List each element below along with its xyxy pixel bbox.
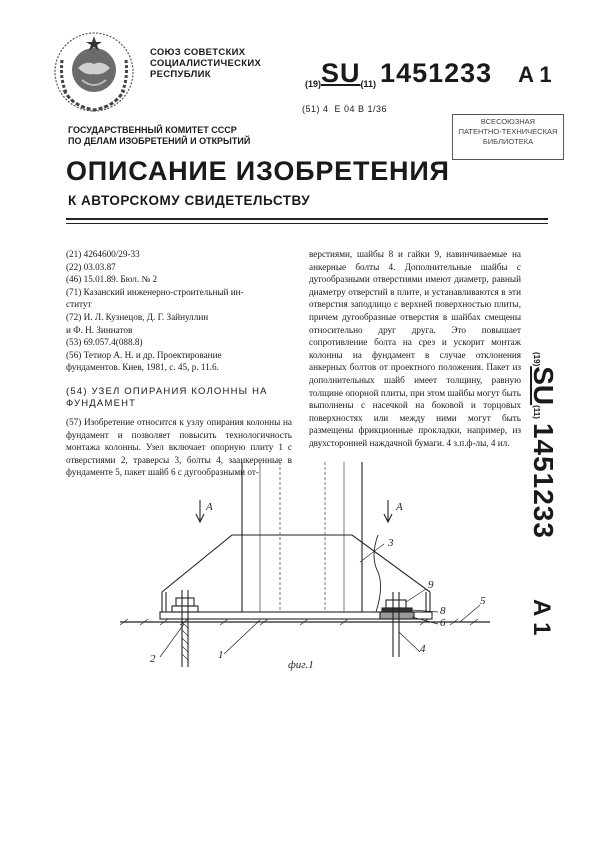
- biblio-field: (53) 69.057.4(088.8): [66, 337, 143, 348]
- org-line: РЕСПУБЛИК: [150, 69, 211, 80]
- document-title: ОПИСАНИЕ ИЗОБРЕТЕНИЯ: [66, 156, 450, 186]
- kind-code: A 1: [518, 62, 552, 87]
- biblio-field: (22) 03.03.87: [66, 261, 116, 272]
- left-column: [66, 248, 292, 479]
- section-mark-right: A: [396, 501, 403, 513]
- committee-line: ПО ДЕЛАМ ИЗОБРЕТЕНИЙ И ОТКРЫТИЙ: [68, 136, 251, 146]
- patent-number: 1451233: [380, 58, 493, 88]
- abstract-right: верстиями, шайбы 8 и гайки 9, навинчиваемые на анкерные болты 4. Дополнительные шайбы с дугообразными отверстиями имеют диаметр, равный диаметру отверстий в плите, и устанавливаются в эти отверстия заподлицо с верхней поверхностью плиты, причем дугообразные отверстия в шайбах смещены относительно друг друга. Это повышает сопротивление болта на срез и ускорит монтаж колонны на фундамент в случае отклонения анкерных болтов от проектного положения. Пакет из дополнительных шайб имеет толщину, равную толщине опорной плиты, при этом шайбы могут быть выполнены с насечкой на боковой и торцовых поверхностях или между ними могут быть размещены фрикционные прокладки, например, из двухсторонней наждачной бумаги. 4 з.п.ф-лы, 4 ил.: [309, 249, 521, 448]
- part-label-4: 4: [420, 643, 426, 655]
- country-code: SU: [321, 58, 361, 88]
- inid-11: (11): [360, 79, 377, 89]
- section-mark-left: A: [206, 501, 213, 513]
- ipc-class: E 04 B 1/36: [334, 104, 388, 114]
- divider: [66, 218, 548, 220]
- part-label-3: 3: [388, 537, 394, 549]
- biblio-field: (72) И. Л. Кузнецов, Д. Г. Зайнуллин: [66, 311, 209, 322]
- biblio-field: (46) 15.01.89. Бюл. № 2: [66, 274, 158, 285]
- part-label-6: 6: [440, 617, 446, 629]
- figure-caption: фиг.1: [288, 659, 314, 671]
- abstract-left: (57) Изобретение относится к узлу опирания колонны на фундамент и позволяет повысить технологичность монтажа колонны. Узел включает опорную плиту 1 с отверстиями 2, траверсы 3, болты 4, заанкеренные в фундаменте 5, пакет шайб 6 с дугообразными от-: [66, 416, 292, 478]
- biblio-field: (56) Тетиор А. Н. и др. Проектирование: [66, 349, 222, 360]
- committee-line: ГОСУДАРСТВЕННЫЙ КОМИТЕТ СССР: [68, 125, 237, 135]
- stamp-line: ПАТЕНТНО-ТЕХНИЧЕСКАЯ: [458, 127, 558, 136]
- biblio-field: (71) Казанский инженерно-строительный ин-: [66, 286, 244, 297]
- left-nut: [176, 598, 194, 606]
- inid-19: (19): [305, 79, 322, 89]
- org-line: СОЦИАЛИСТИЧЕСКИХ: [150, 58, 262, 69]
- part-label-1: 1: [218, 649, 224, 661]
- state-committee: [68, 125, 250, 147]
- invention-title: (54) УЗЕЛ ОПИРАНИЯ КОЛОННЫ НА ФУНДАМЕНТ: [66, 385, 268, 409]
- stamp-line: ВСЕСОЮЗНАЯ: [480, 117, 536, 126]
- patent-number-block: [305, 58, 552, 89]
- part-label-9: 9: [428, 579, 434, 591]
- figure-1-drawing: [120, 462, 520, 677]
- inid-11: (11): [532, 405, 541, 419]
- ussr-emblem: [52, 30, 136, 114]
- document-subtitle: К АВТОРСКОМУ СВИДЕТЕЛЬСТВУ: [68, 193, 311, 208]
- biblio-field: ститут: [66, 299, 92, 310]
- part-label-2: 2: [150, 653, 156, 665]
- part-label-5: 5: [480, 595, 486, 607]
- inid-19: (19): [532, 352, 541, 367]
- ipc-prefix: (51) 4: [302, 104, 329, 114]
- ipc-classification: [302, 104, 387, 114]
- biblio-field: и Ф. Н. Зиннатов: [66, 324, 133, 335]
- issuing-country: [150, 47, 261, 80]
- divider: [66, 223, 548, 224]
- biblio-field: (21) 4264600/29-33: [66, 249, 140, 259]
- biblio-field: фундаментов. Киев, 1981, с. 45, р. 11.6.: [66, 362, 219, 373]
- patent-number: 1451233: [528, 422, 559, 539]
- part-label-8: 8: [440, 605, 446, 617]
- right-nut: [386, 600, 406, 608]
- country-code: SU: [528, 366, 559, 406]
- kind-code: A 1: [528, 598, 555, 636]
- org-line: СОЮЗ СОВЕТСКИХ: [150, 47, 246, 58]
- vertical-patent-number: [519, 352, 579, 682]
- stamp-line: БИБЛИОТЕКА: [482, 137, 534, 146]
- library-stamp: [452, 114, 564, 160]
